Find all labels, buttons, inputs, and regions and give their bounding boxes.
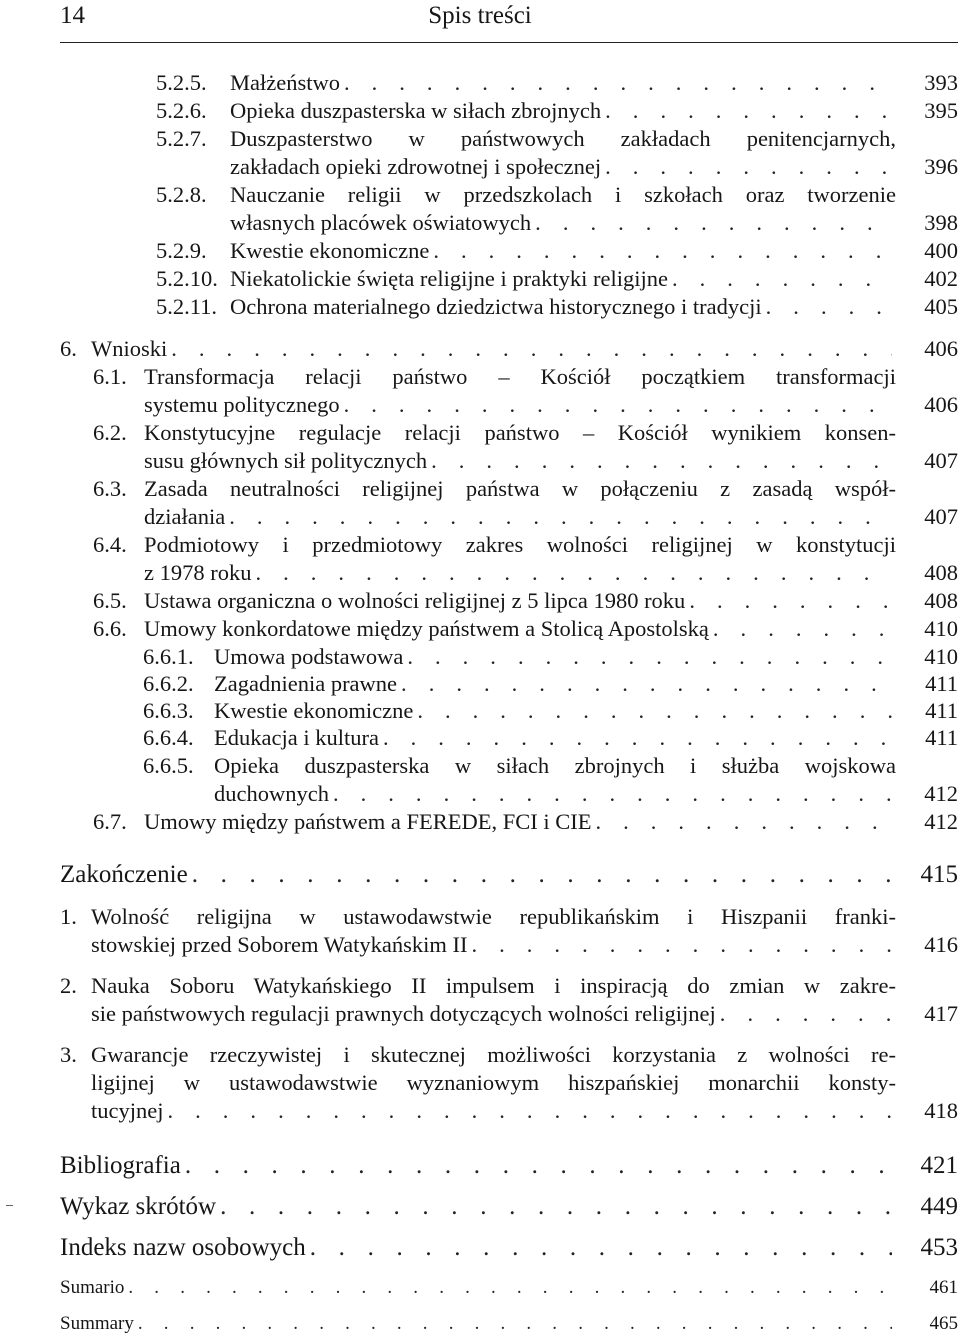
- toc-entry-title-line: Nauczanie religii w przedszkolach i szkołach oraz tworzenie: [230, 182, 896, 207]
- toc-entry-page: 421: [920, 1152, 958, 1179]
- toc-entry-number: 6.7.: [93, 809, 127, 834]
- toc-entry-page: 407: [924, 504, 958, 529]
- toc-entry-title-line: Gwarancje rzeczywistej i skutecznej możliwości korzystania z wolności re-: [91, 1042, 896, 1067]
- dot-leader: [192, 858, 892, 892]
- toc-entry-page: 411: [925, 725, 958, 750]
- toc-entry-number: 5.2.11.: [156, 294, 218, 319]
- toc-entry-title-line: Duszpasterstwo w państwowych zakładach penitencjarnych,: [230, 126, 896, 151]
- toc-entry-title: Ochrona materialnego dziedzictwa historycznego i tradycji: [230, 294, 762, 319]
- toc-entry-title-line: Transformacja relacji państwo – Kościół początkiem transformacji: [144, 364, 896, 389]
- toc-entry-title: stowskiej przed Soborem Watykańskim II: [91, 932, 468, 957]
- toc-entry-title: Indeks nazw osobowych: [60, 1234, 306, 1261]
- dot-leader: [383, 724, 892, 752]
- toc-entry-number: 3.: [60, 1042, 77, 1067]
- toc-entry-page: 418: [924, 1098, 958, 1123]
- toc-entry: [143, 643, 958, 671]
- toc-entry-page: 415: [920, 861, 958, 888]
- toc-entry-title: Małżeństwo: [230, 70, 340, 95]
- toc-entry-page: 410: [924, 616, 958, 641]
- toc-entry-title-line: Konstytucyjne regulacje relacji państwo – Kościół wynikiem konsen-: [144, 420, 896, 445]
- dot-leader: [433, 237, 892, 265]
- toc-entry: [93, 419, 958, 475]
- toc-entry-number: 6.4.: [93, 532, 127, 557]
- dot-leader: [138, 1312, 892, 1336]
- toc-entry-title: działania: [144, 504, 226, 529]
- toc-entry-title: własnych placówek oświatowych: [230, 210, 532, 235]
- toc-entry-title: Umowa podstawowa: [214, 644, 404, 669]
- toc-entry-number: 6.6.3.: [143, 698, 194, 723]
- toc-entry-number: 6.6.: [93, 616, 127, 641]
- toc-entry-page: 417: [924, 1001, 958, 1026]
- toc-entry: [60, 972, 958, 1028]
- dot-leader: [720, 1000, 892, 1028]
- running-head: Spis treści: [428, 2, 532, 29]
- dot-leader: [220, 1190, 892, 1224]
- toc-entry-number: 6.3.: [93, 476, 127, 501]
- toc-entry-number: 2.: [60, 973, 77, 998]
- margin-mark: [6, 1205, 13, 1206]
- toc-entry-number: 5.2.7.: [156, 126, 207, 151]
- toc-entry: [93, 363, 958, 419]
- dot-leader: [344, 391, 892, 419]
- toc-entry-number: 5.2.8.: [156, 182, 207, 207]
- toc-entry: [143, 752, 958, 808]
- toc-entry: [93, 587, 958, 615]
- toc-entry-number: 6.6.4.: [143, 725, 194, 750]
- toc-entry: [156, 181, 958, 237]
- toc-entry-page: 406: [924, 392, 958, 417]
- dot-leader: [333, 780, 892, 808]
- dot-leader: [535, 209, 892, 237]
- toc-entry-page: 461: [929, 1277, 958, 1298]
- toc-entry-title-line: Zasada neutralności religijnej państwa w połączeniu z zasadą współ-: [144, 476, 896, 501]
- dot-leader: [689, 587, 892, 615]
- toc-entry-title: Umowy między państwem a FEREDE, FCI i CIE: [144, 809, 592, 834]
- toc-entry-number: 1.: [60, 904, 77, 929]
- toc-entry-page: 453: [920, 1234, 958, 1261]
- toc-entry: [60, 1149, 958, 1183]
- toc-entry-page: 395: [924, 98, 958, 123]
- toc-entry-page: 393: [924, 70, 958, 95]
- toc-entry-page: 416: [924, 932, 958, 957]
- toc-entry-title: tucyjnej: [91, 1098, 164, 1123]
- toc-entry-page: 405: [924, 294, 958, 319]
- toc-entry: [60, 1041, 958, 1125]
- toc-entry-page: 465: [929, 1313, 958, 1334]
- dot-leader: [255, 559, 892, 587]
- toc-entry-title: Bibliografia: [60, 1152, 181, 1179]
- toc-entry: [93, 475, 958, 531]
- toc-entry-title: Summary: [60, 1313, 134, 1334]
- dot-leader: [167, 1097, 892, 1125]
- dot-leader: [605, 97, 892, 125]
- toc-entry-page: 408: [924, 560, 958, 585]
- toc-entry-number: 5.2.9.: [156, 238, 207, 263]
- toc-entry-page: 400: [924, 238, 958, 263]
- dot-leader: [471, 931, 892, 959]
- toc-entry-title: duchownych: [214, 781, 329, 806]
- toc-entry-number: 6.6.2.: [143, 671, 194, 696]
- dot-leader: [128, 1276, 892, 1300]
- toc-entry-page: 396: [924, 154, 958, 179]
- dot-leader: [401, 670, 892, 698]
- toc-entry-page: 406: [924, 336, 958, 361]
- toc-entry-title: systemu politycznego: [144, 392, 340, 417]
- toc-entry-page: 449: [920, 1193, 958, 1220]
- toc-entry-number: 6.6.1.: [143, 644, 194, 669]
- toc-entry-page: 412: [924, 809, 958, 834]
- dot-leader: [713, 615, 892, 643]
- toc-entry-number: 5.2.10.: [156, 266, 218, 291]
- toc-entry-page: 407: [924, 448, 958, 473]
- toc-entry: [60, 1276, 958, 1300]
- toc-entry: [143, 670, 958, 698]
- toc-entry: [93, 615, 958, 643]
- toc-entry: [60, 1312, 958, 1336]
- toc-entry-title: sie państwowych regulacji prawnych dotyczących wolności religijnej: [91, 1001, 716, 1026]
- toc-entry: [60, 903, 958, 959]
- page-number: 14: [60, 2, 85, 29]
- toc-entry-number: 6.: [60, 336, 77, 361]
- toc-entry-page: 402: [924, 266, 958, 291]
- toc-entry-page: 408: [924, 588, 958, 613]
- toc-entry-title: Zagadnienia prawne: [214, 671, 398, 696]
- toc-entry: [143, 724, 958, 752]
- toc-entry-page: 411: [925, 698, 958, 723]
- toc-entry-number: 6.6.5.: [143, 753, 194, 778]
- toc-entry-title: Kwestie ekonomiczne: [230, 238, 430, 263]
- toc-entry-title: Niekatolickie święta religijne i praktyki religijne: [230, 266, 668, 291]
- toc-entry-page: 411: [925, 671, 958, 696]
- toc-entry: [156, 125, 958, 181]
- toc-entry: [60, 335, 958, 363]
- dot-leader: [417, 697, 892, 725]
- dot-leader: [605, 153, 892, 181]
- toc-entry-number: 6.2.: [93, 420, 127, 445]
- toc-entry-number: 6.5.: [93, 588, 127, 613]
- dot-leader: [766, 293, 892, 321]
- toc-entry-title: Kwestie ekonomiczne: [214, 698, 414, 723]
- dot-leader: [595, 808, 892, 836]
- toc-entry-title: susu głównych sił politycznych: [144, 448, 428, 473]
- toc-entry-title: Opieka duszpasterska w siłach zbrojnych: [230, 98, 602, 123]
- toc-entry-number: 5.2.6.: [156, 98, 207, 123]
- dot-leader: [229, 503, 892, 531]
- toc-entry: [60, 1190, 958, 1224]
- toc-entry-title: z 1978 roku: [144, 560, 252, 585]
- dot-leader: [185, 1149, 892, 1183]
- toc-entry-title: Sumario: [60, 1277, 125, 1298]
- dot-leader: [344, 69, 892, 97]
- toc-entry: [156, 237, 958, 265]
- toc-entry: [156, 293, 958, 321]
- dot-leader: [431, 447, 892, 475]
- toc-entry: [156, 97, 958, 125]
- dot-leader: [672, 265, 892, 293]
- toc-entry: [60, 1231, 958, 1265]
- toc-entry: [93, 531, 958, 587]
- toc-entry: [156, 265, 958, 293]
- toc-entry-page: 412: [924, 781, 958, 806]
- toc-entry-page: 398: [924, 210, 958, 235]
- toc-entry-title: zakładach opieki zdrowotnej i społecznej: [230, 154, 602, 179]
- toc-entry-page: 410: [924, 644, 958, 669]
- toc-entry: [156, 69, 958, 97]
- toc-entry-title-line: Nauka Soboru Watykańskiego II impulsem i inspiracją do zmian w zakre-: [91, 973, 896, 998]
- toc-entry: [93, 808, 958, 836]
- dot-leader: [310, 1231, 892, 1265]
- toc-entry-title: Wnioski: [91, 336, 168, 361]
- dot-leader: [171, 335, 892, 363]
- toc-entry-number: 5.2.5.: [156, 70, 207, 95]
- toc-entry-title-line: ligijnej w ustawodawstwie wyznaniowym hiszpańskiej monarchii konsty-: [91, 1070, 896, 1095]
- toc-entry-title: Ustawa organiczna o wolności religijnej z 5 lipca 1980 roku: [144, 588, 686, 613]
- toc-entry-title-line: Opieka duszpasterska w siłach zbrojnych i służba wojskowa: [214, 753, 896, 778]
- toc-entry-title: Wykaz skrótów: [60, 1193, 217, 1220]
- toc-entry: [60, 858, 958, 892]
- toc-entry-title: Edukacja i kultura: [214, 725, 379, 750]
- toc-entry-title-line: Podmiotowy i przedmiotowy zakres wolności religijnej w konstytucji: [144, 532, 896, 557]
- dot-leader: [407, 643, 892, 671]
- toc-entry: [143, 697, 958, 725]
- toc-entry-title: Umowy konkordatowe między państwem a Stolicą Apostolską: [144, 616, 709, 641]
- toc-entry-title: Zakończenie: [60, 861, 188, 888]
- toc-entry-number: 6.1.: [93, 364, 127, 389]
- toc-entry-title-line: Wolność religijna w ustawodawstwie republikańskim i Hiszpanii franki-: [91, 904, 896, 929]
